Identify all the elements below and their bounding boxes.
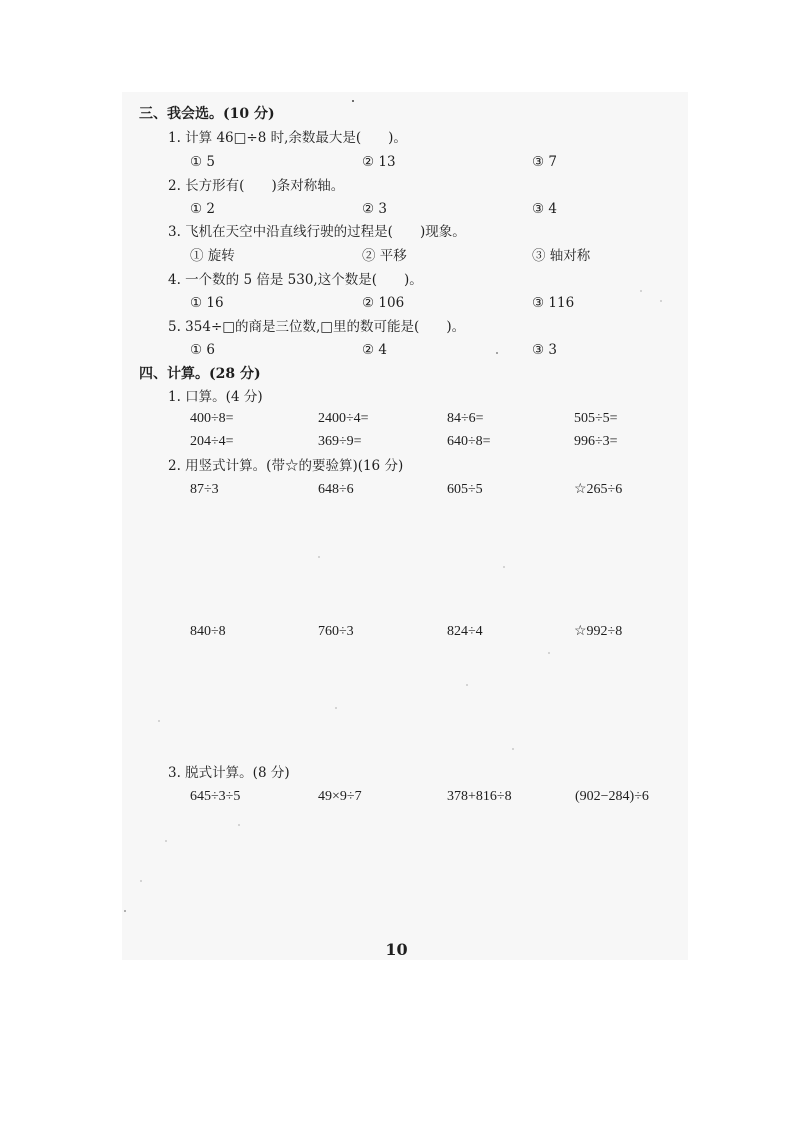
vertical-problem-starred: ☆992÷8 (574, 624, 623, 639)
vertical-problem: 648÷6 (318, 482, 354, 497)
scan-speck (124, 910, 126, 912)
scan-speck (335, 707, 337, 709)
scan-speck (238, 824, 240, 826)
scan-speck (318, 556, 320, 558)
scan-speck (503, 566, 505, 568)
scan-speck (158, 720, 160, 722)
q4-option-2: ② 106 (362, 295, 405, 311)
section4-title: 四、计算。(28 分) (139, 366, 261, 382)
vertical-problem: 87÷3 (190, 482, 219, 497)
q2-option-3: ③ 4 (532, 201, 557, 217)
oral-calc-title: 1. 口算。(4 分) (168, 389, 263, 405)
stepwise-problem: 378+816÷8 (447, 789, 512, 804)
q5-option-1: ① 6 (190, 342, 215, 358)
vertical-calc-title: 2. 用竖式计算。(带☆的要验算)(16 分) (168, 458, 404, 474)
q3-option-2: ② 平移 (362, 248, 407, 264)
question-2: 2. 长方形有( )条对称轴。 (168, 178, 345, 194)
scan-speck (352, 100, 354, 102)
stepwise-problem: 645÷3÷5 (190, 789, 241, 804)
oral-problem: 84÷6= (447, 411, 484, 426)
q1-option-2: ② 13 (362, 154, 396, 170)
question-4: 4. 一个数的 5 倍是 530,这个数是( )。 (168, 272, 423, 288)
vertical-problem: 605÷5 (447, 482, 483, 497)
oral-problem: 2400÷4= (318, 411, 369, 426)
scan-speck (140, 880, 142, 882)
stepwise-problem: (902−284)÷6 (575, 789, 649, 804)
section3-title: 三、我会选。(10 分) (139, 106, 275, 122)
q2-option-1: ① 2 (190, 201, 215, 217)
vertical-problem: 760÷3 (318, 624, 354, 639)
oral-problem: 505÷5= (574, 411, 618, 426)
oral-problem: 204÷4= (190, 434, 234, 449)
question-5: 5. 354÷□的商是三位数,□里的数可能是( )。 (168, 319, 466, 335)
scan-speck (466, 684, 468, 686)
scan-speck (660, 300, 662, 302)
q2-option-2: ② 3 (362, 201, 387, 217)
question-3: 3. 飞机在天空中沿直线行驶的过程是( )现象。 (168, 224, 466, 240)
page-number: 10 (385, 940, 408, 959)
vertical-problem: 824÷4 (447, 624, 483, 639)
scan-speck (165, 840, 167, 842)
q5-option-3: ③ 3 (532, 342, 557, 358)
q4-option-1: ① 16 (190, 295, 224, 311)
q1-option-1: ① 5 (190, 154, 215, 170)
scan-speck (548, 652, 550, 654)
q3-option-1: ① 旋转 (190, 248, 235, 264)
vertical-problem-starred: ☆265÷6 (574, 482, 623, 497)
q1-option-3: ③ 7 (532, 154, 557, 170)
vertical-problem: 840÷8 (190, 624, 226, 639)
oral-problem: 369÷9= (318, 434, 362, 449)
question-1: 1. 计算 46□÷8 时,余数最大是( )。 (168, 130, 407, 146)
scan-speck (640, 290, 642, 292)
scan-speck (512, 748, 514, 750)
oral-problem: 640÷8= (447, 434, 491, 449)
q3-option-3: ③ 轴对称 (532, 248, 591, 264)
stepwise-calc-title: 3. 脱式计算。(8 分) (168, 765, 290, 781)
oral-problem: 400÷8= (190, 411, 234, 426)
oral-problem: 996÷3= (574, 434, 618, 449)
q5-option-2: ② 4 (362, 342, 387, 358)
scan-speck (496, 352, 498, 354)
stepwise-problem: 49×9÷7 (318, 789, 362, 804)
q4-option-3: ③ 116 (532, 295, 575, 311)
